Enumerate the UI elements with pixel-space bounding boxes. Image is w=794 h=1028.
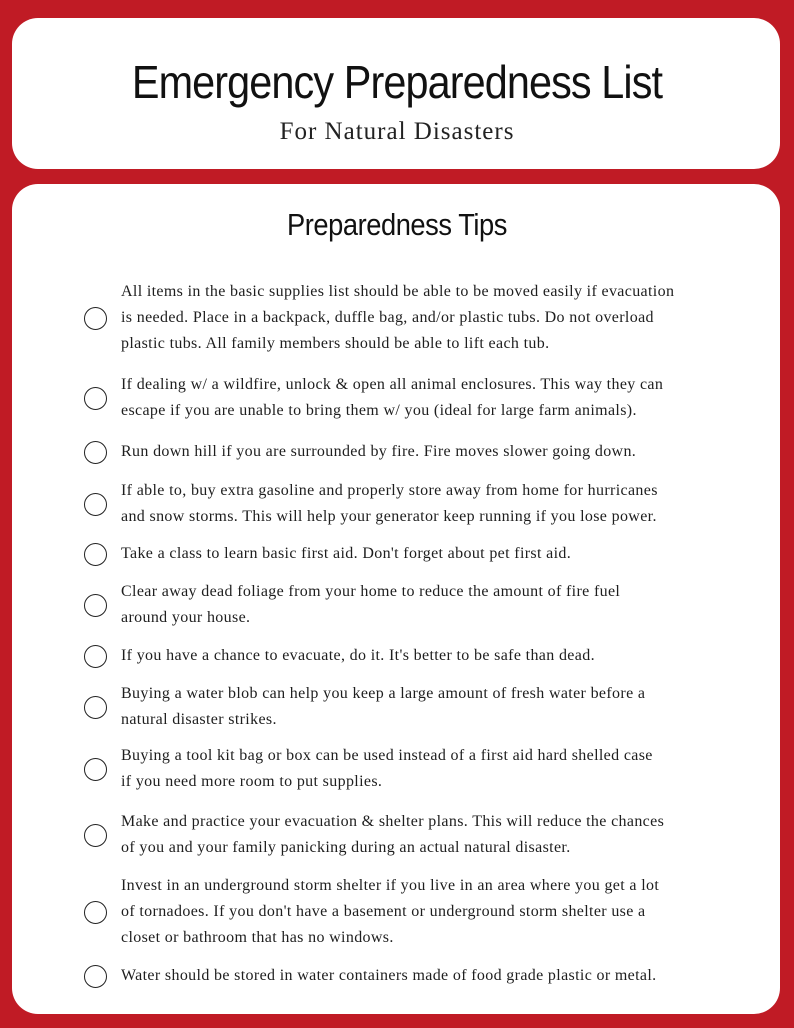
tip-line: closet or bathroom that has no windows. [121,929,394,946]
tip-line: If you have a chance to evacuate, do it. It's better to be safe than dead. [121,647,595,664]
tip-text [121,873,659,951]
tip-text [121,439,636,465]
tip-line: plastic tubs. All family members should be able to lift each tub. [121,335,550,352]
page-title: Emergency Preparedness List [131,56,663,108]
tip-checkbox[interactable] [84,543,107,566]
tip-text [121,478,658,530]
tip-line: if you need more room to put supplies. [121,773,383,790]
tip-checkbox[interactable] [84,441,107,464]
tip-checkbox[interactable] [84,645,107,668]
tip-text [121,541,571,567]
tip-checkbox[interactable] [84,493,107,516]
tip-item [84,541,744,567]
tip-line: If able to, buy extra gasoline and properly store away from home for hurricanes [121,482,658,499]
tip-line: around your house. [121,609,251,626]
tip-line: is needed. Place in a backpack, duffle bag, and/or plastic tubs. Do not overload [121,309,654,326]
tip-item [84,963,744,989]
tip-text [121,643,595,669]
tip-text [121,279,674,357]
tip-checkbox[interactable] [84,387,107,410]
tip-text [121,372,663,424]
tip-checkbox[interactable] [84,824,107,847]
tip-line: Invest in an underground storm shelter if you live in an area where you get a lot [121,877,660,894]
tip-item [84,643,744,669]
tip-line: of you and your family panicking during an actual natural disaster. [121,839,571,856]
tip-checkbox[interactable] [84,965,107,988]
page-subtitle: For Natural Disasters [279,118,515,145]
tip-text [121,963,657,989]
tip-item [84,873,744,951]
tip-text [121,809,664,861]
tip-item [84,478,744,530]
tip-checkbox[interactable] [84,901,107,924]
tip-item [84,439,744,465]
tip-line: Buying a water blob can help you keep a large amount of fresh water before a [121,685,646,702]
tip-line: escape if you are unable to bring them w/ you (ideal for large farm animals). [121,402,637,419]
tip-line: Take a class to learn basic first aid. Don't forget about pet first aid. [121,545,572,562]
tip-item [84,279,744,357]
tip-checkbox[interactable] [84,758,107,781]
tip-item [84,681,744,733]
tip-line: Clear away dead foliage from your home to reduce the amount of fire fuel [121,583,621,600]
tip-item [84,372,744,424]
tip-line: of tornadoes. If you don't have a basement or underground storm shelter use a [121,903,646,920]
tip-text [121,743,653,795]
tip-text [121,681,645,733]
tip-line: Run down hill if you are surrounded by fire. Fire moves slower going down. [121,443,637,460]
tip-line: Buying a tool kit bag or box can be used instead of a first aid hard shelled case [121,747,653,764]
section-title: Preparedness Tips [287,207,507,242]
tip-item [84,809,744,861]
tip-item [84,579,744,631]
tip-checkbox[interactable] [84,594,107,617]
tip-line: and snow storms. This will help your generator keep running if you lose power. [121,508,657,525]
tip-line: All items in the basic supplies list should be able to be moved easily if evacuation [121,283,675,300]
tip-line: Make and practice your evacuation & shelter plans. This will reduce the chances [121,813,665,830]
tip-checkbox[interactable] [84,696,107,719]
tip-text [121,579,620,631]
tip-line: If dealing w/ a wildfire, unlock & open all animal enclosures. This way they can [121,376,664,393]
tip-line: natural disaster strikes. [121,711,277,728]
tip-checkbox[interactable] [84,307,107,330]
tip-item [84,743,744,795]
tip-line: Water should be stored in water containers made of food grade plastic or metal. [121,967,657,984]
